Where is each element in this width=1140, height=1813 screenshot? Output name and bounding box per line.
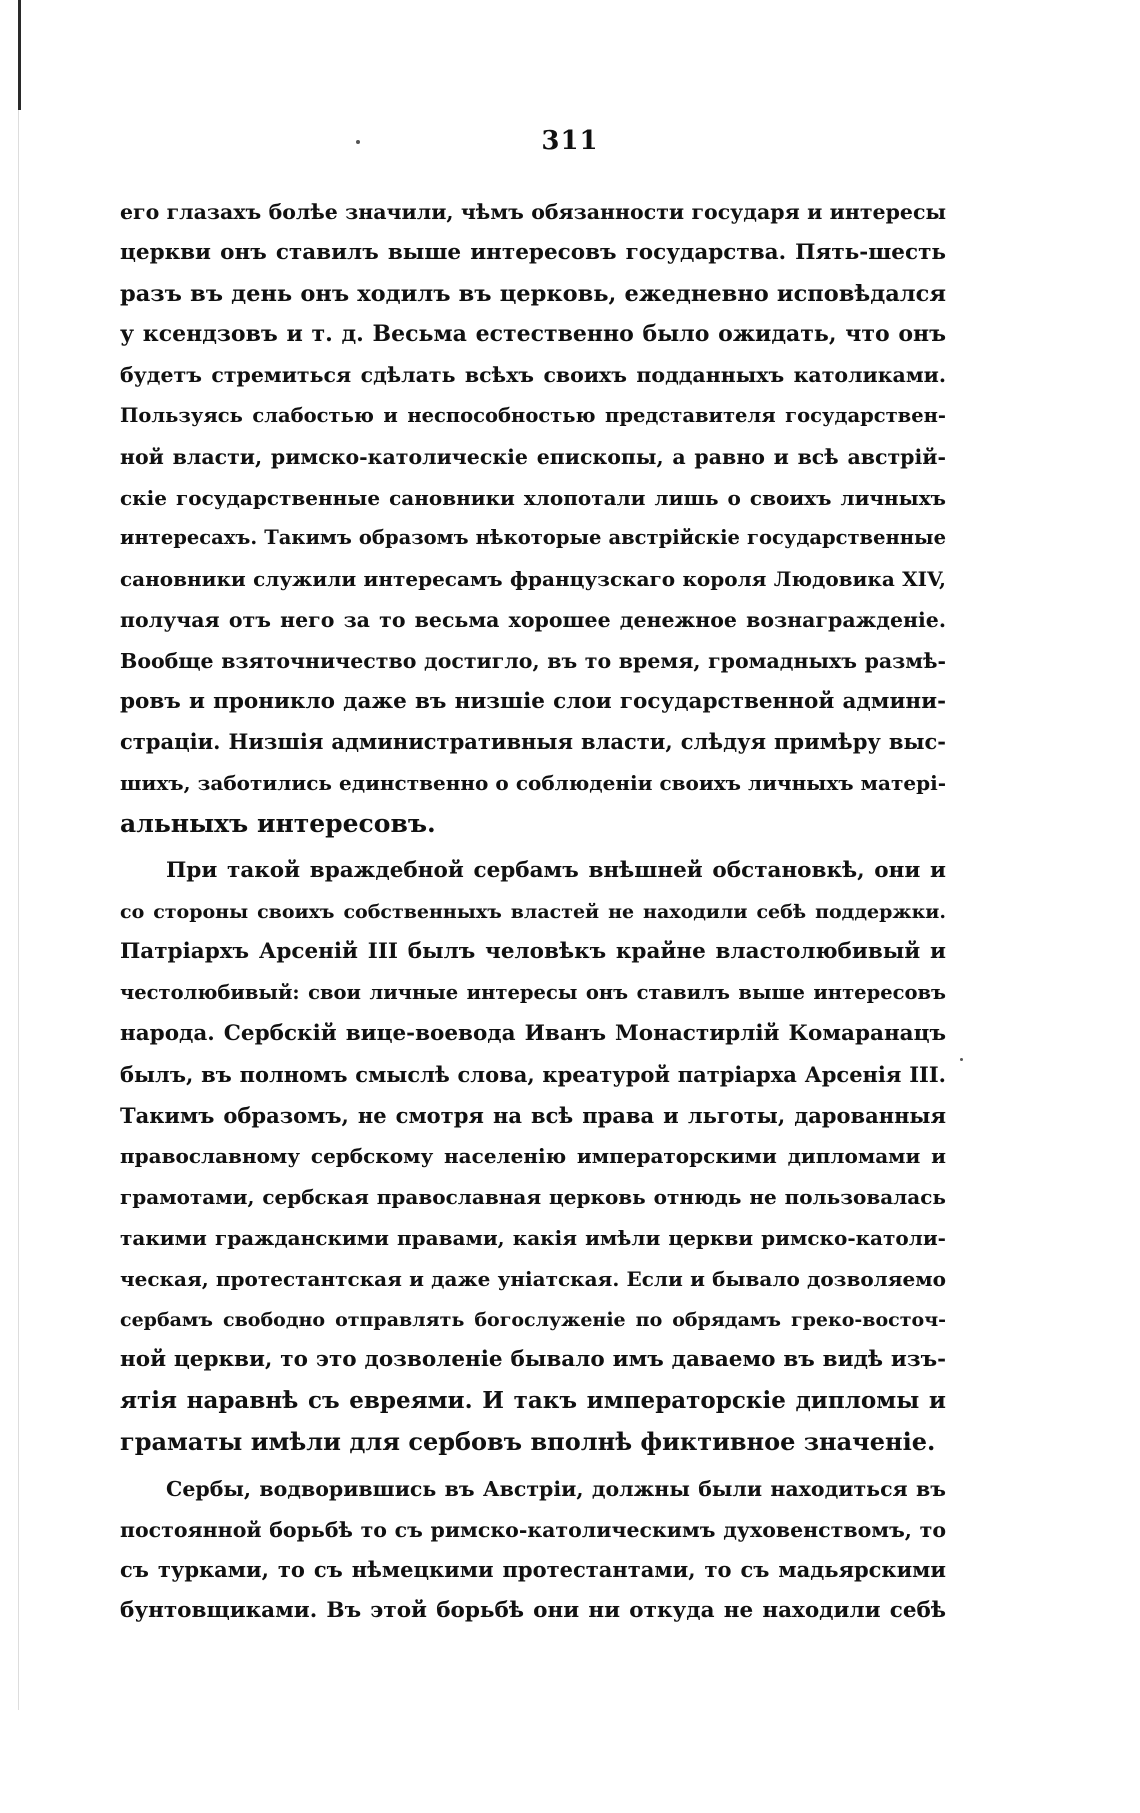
text-line: православному сербскому населенію императорскими дипломами и: [120, 1144, 946, 1169]
text-line: ческая, протестантская и даже уніатская. Если и бывало дозволяемо: [120, 1266, 946, 1291]
text-line: Сербы, водворившись въ Австріи, должны были находиться въ: [166, 1476, 946, 1501]
text-line: ной власти, римско-католическіе епископы, а равно и всѣ австрій-: [120, 444, 946, 469]
paragraph-2: [120, 851, 946, 1463]
text-line: ятія наравнѣ съ евреями. И такъ императорскіе дипломы и: [120, 1387, 946, 1415]
text-line: граматы имѣли для сербовъ вполнѣ фиктивное значеніе.: [120, 1426, 936, 1456]
paragraph-3: [120, 1469, 946, 1632]
text-line: былъ, въ полномъ смыслѣ слова, креатурой патріарха Арсенія III.: [120, 1061, 946, 1087]
text-line: шихъ, заботились единственно о соблюденіи своихъ личныхъ матері-: [120, 771, 946, 796]
text-line: бунтовщиками. Въ этой борьбѣ они ни откуда не находили себѣ: [120, 1598, 946, 1624]
text-line: При такой враждебной сербамъ внѣшней обстановкѣ, они и: [166, 857, 946, 883]
text-line: съ турками, то съ нѣмецкими протестантами, то съ мадьярскими: [120, 1557, 946, 1583]
text-line: ной церкви, то это дозволеніе бывало имъ даваемо въ видѣ изъ-: [120, 1347, 946, 1373]
text-line: сановники служили интересамъ французскаго короля Людовика XIV,: [120, 567, 946, 592]
text-line: страціи. Низшія административныя власти, слѣдуя примѣру выс-: [120, 729, 946, 755]
text-line: народа. Сербскій вице-воевода Иванъ Монастирлій Комаранацъ: [120, 1020, 946, 1046]
text-line: Патріархъ Арсеній III былъ человѣкъ крайне властолюбивый и: [120, 939, 946, 965]
text-line: его глазахъ болѣе значили, чѣмъ обязанности государя и интересы: [120, 200, 946, 224]
text-line: такими гражданскими правами, какія имѣли церкви римско-католи-: [120, 1225, 946, 1250]
text-line: интересахъ. Такимъ образомъ нѣкоторые австрійскіе государственные: [120, 526, 946, 550]
scan-edge-mark: [18, 0, 21, 110]
text-line: ровъ и проникло даже въ низшіе слои государственной админи-: [120, 688, 946, 714]
text-line: со стороны своихъ собственныхъ властей не находили себѣ поддержки.: [120, 900, 946, 923]
text-line: Такимъ образомъ, не смотря на всѣ права и льготы, дарованныя: [120, 1102, 946, 1128]
text-line: разъ въ день онъ ходилъ въ церковь, ежедневно исповѣдался: [120, 280, 946, 307]
body-text: [120, 192, 946, 1632]
text-line: будетъ стремиться сдѣлать всѣхъ своихъ подданныхъ католиками.: [120, 363, 946, 388]
text-line: Пользуясь слабостью и неспособностью представителя государствен-: [120, 403, 946, 427]
scan-speck: [960, 1058, 963, 1061]
text-line: получая отъ него за то весьма хорошее денежное вознагражденіе.: [120, 607, 946, 632]
text-line: у ксендзовъ и т. д. Весьма естественно было ожидать, что онъ: [120, 321, 946, 348]
text-line: сербамъ свободно отправлять богослуженіе по обрядамъ греко-восточ-: [120, 1308, 946, 1331]
text-line: Вообще взяточничество достигло, въ то время, громадныхъ размѣ-: [120, 648, 946, 673]
text-line: скіе государственные сановники хлопотали лишь о своихъ личныхъ: [120, 485, 946, 510]
text-line: постоянной борьбѣ то съ римско-католическимъ духовенствомъ, то: [120, 1517, 946, 1542]
text-line: альныхъ интересовъ.: [120, 808, 436, 838]
scan-edge-line: [18, 110, 19, 1710]
text-line: честолюбивый: свои личные интересы онъ ставилъ выше интересовъ: [120, 981, 946, 1005]
page-number: 311: [541, 126, 599, 156]
text-line: церкви онъ ставилъ выше интересовъ государства. Пять-шесть: [120, 239, 946, 265]
text-line: грамотами, сербская православная церковь отнюдь не пользовалась: [120, 1185, 946, 1210]
paragraph-1: [120, 192, 946, 845]
